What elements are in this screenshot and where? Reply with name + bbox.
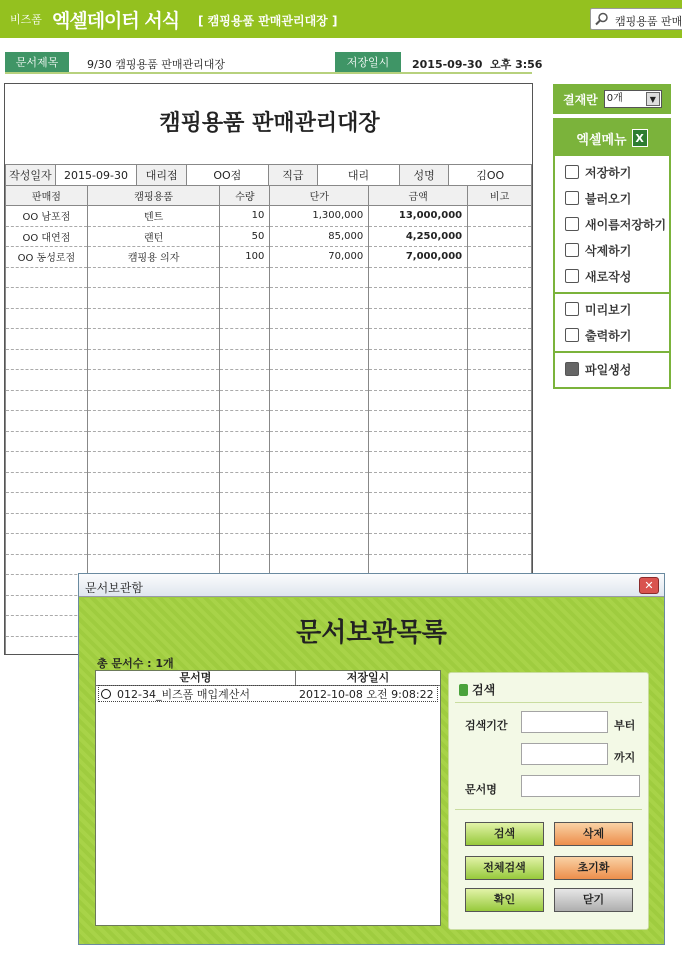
table-cell[interactable] xyxy=(220,288,270,309)
table-cell[interactable] xyxy=(468,390,532,411)
spreadsheet xyxy=(4,83,533,655)
meta-table xyxy=(5,164,532,186)
table-cell[interactable] xyxy=(468,554,532,575)
table-cell[interactable] xyxy=(270,534,369,555)
table-cell[interactable] xyxy=(220,349,270,370)
menu-open[interactable] xyxy=(555,185,669,211)
table-cell[interactable] xyxy=(6,493,88,514)
table-cell[interactable] xyxy=(369,349,468,370)
table-cell[interactable] xyxy=(369,308,468,329)
table-cell[interactable]: 7,000,000 xyxy=(369,247,468,268)
table-cell[interactable] xyxy=(6,288,88,309)
table-row xyxy=(6,452,532,473)
menu-delete[interactable] xyxy=(555,237,669,263)
table-cell[interactable]: 85,000 xyxy=(270,226,369,247)
table-cell[interactable] xyxy=(468,226,532,247)
table-cell[interactable] xyxy=(468,493,532,514)
sheet-heading: 캠핑용품 판매관리대장 xyxy=(159,111,380,136)
rank-value[interactable]: 대리 xyxy=(318,165,399,186)
table-cell[interactable] xyxy=(6,472,88,493)
ok-button[interactable]: 확인 xyxy=(465,888,544,912)
dialog-heading: 문서보관목록 xyxy=(296,618,447,648)
approval-label: 결재란 xyxy=(563,92,598,107)
table-cell[interactable] xyxy=(6,636,88,655)
table-cell[interactable] xyxy=(468,349,532,370)
list-item-date: 2012-10-08 오전 9:08:22 xyxy=(299,687,434,701)
table-cell[interactable] xyxy=(369,534,468,555)
list-header-date: 저장일시 xyxy=(346,671,390,684)
table-cell[interactable]: 1,300,000 xyxy=(270,206,369,227)
menu-print[interactable] xyxy=(555,322,669,348)
dialog-body xyxy=(79,598,664,944)
table-cell[interactable] xyxy=(6,349,88,370)
table-cell[interactable] xyxy=(220,534,270,555)
app-header xyxy=(0,0,682,38)
date-label: 작성일자 xyxy=(6,165,56,186)
menu-preview[interactable] xyxy=(555,296,669,322)
table-cell[interactable] xyxy=(270,349,369,370)
table-cell[interactable] xyxy=(6,411,88,432)
table-row xyxy=(6,308,532,329)
table-cell[interactable] xyxy=(220,472,270,493)
table-cell[interactable] xyxy=(87,534,220,555)
table-cell[interactable] xyxy=(220,370,270,391)
app-title: 엑셀데이터 서식 xyxy=(52,10,180,32)
saved-value: 2015-09-30 오후 3:56 xyxy=(412,58,543,71)
list-header-name: 문서명 xyxy=(96,671,296,685)
table-cell[interactable] xyxy=(6,329,88,350)
table-cell[interactable] xyxy=(270,493,369,514)
table-cell[interactable] xyxy=(270,554,369,575)
table-cell[interactable] xyxy=(87,329,220,350)
doc-title-value: 9/30 캠핑용품 판매관리대장 xyxy=(87,58,225,71)
menu-save[interactable] xyxy=(555,159,669,185)
col-header: 수량 xyxy=(220,186,270,206)
table-cell[interactable] xyxy=(87,288,220,309)
table-cell[interactable] xyxy=(87,411,220,432)
close-button[interactable]: ✕ xyxy=(639,577,659,594)
table-cell[interactable] xyxy=(87,349,220,370)
table-row xyxy=(6,472,532,493)
list-item-name: 012-34_비즈폼 매입계산서 xyxy=(117,687,250,701)
app-subtitle: [ 캠핑용품 판매관리대장 ] xyxy=(198,14,338,28)
agency-value[interactable]: OO점 xyxy=(187,165,269,186)
menu-label: 파일생성 xyxy=(585,362,632,377)
table-cell[interactable] xyxy=(468,308,532,329)
close-dialog-button[interactable]: 닫기 xyxy=(554,888,633,912)
table-cell[interactable] xyxy=(87,472,220,493)
print-icon xyxy=(565,328,579,342)
table-cell[interactable] xyxy=(6,370,88,391)
table-cell[interactable]: 텐트 xyxy=(87,206,220,227)
save-as-icon xyxy=(565,217,579,231)
table-cell[interactable] xyxy=(369,288,468,309)
table-cell[interactable]: 50 xyxy=(220,226,270,247)
table-cell[interactable] xyxy=(468,534,532,555)
docname-input[interactable] xyxy=(521,775,640,797)
table-cell[interactable] xyxy=(220,308,270,329)
table-cell[interactable] xyxy=(270,267,369,288)
table-row xyxy=(6,267,532,288)
menu-label: 출력하기 xyxy=(585,328,632,343)
reset-button[interactable]: 초기화 xyxy=(554,856,633,880)
table-cell[interactable] xyxy=(6,390,88,411)
table-row xyxy=(6,349,532,370)
docname-label: 문서명 xyxy=(465,783,497,796)
table-cell[interactable] xyxy=(220,411,270,432)
preview-icon xyxy=(565,302,579,316)
table-row xyxy=(6,431,532,452)
period-label: 검색기간 xyxy=(465,719,508,732)
table-cell[interactable]: 랜턴 xyxy=(87,226,220,247)
table-cell[interactable]: 캠핑용 의자 xyxy=(87,247,220,268)
search-panel-icon xyxy=(459,684,468,696)
open-icon xyxy=(565,191,579,205)
menu-save-as[interactable] xyxy=(555,211,669,237)
table-cell[interactable] xyxy=(270,472,369,493)
search-divider xyxy=(455,702,642,703)
table-cell[interactable] xyxy=(6,616,88,637)
table-cell[interactable] xyxy=(6,452,88,473)
table-cell[interactable] xyxy=(270,329,369,350)
table-cell[interactable] xyxy=(270,431,369,452)
table-cell[interactable] xyxy=(468,513,532,534)
menu-label: 삭제하기 xyxy=(585,243,632,258)
brand-logo: 비즈폼 xyxy=(10,13,42,26)
table-cell[interactable] xyxy=(6,595,88,616)
search-input[interactable] xyxy=(590,8,682,30)
delete-button[interactable]: 삭제 xyxy=(554,822,633,846)
document-count: 총 문서수 : 1개 xyxy=(97,657,174,670)
archive-dialog xyxy=(78,573,665,945)
table-row xyxy=(6,513,532,534)
table-cell[interactable] xyxy=(220,493,270,514)
table-row xyxy=(6,288,532,309)
divider xyxy=(5,72,532,74)
menu-header xyxy=(555,120,669,156)
table-cell[interactable] xyxy=(468,370,532,391)
table-cell[interactable] xyxy=(87,431,220,452)
table-cell[interactable] xyxy=(220,452,270,473)
table-cell[interactable] xyxy=(369,390,468,411)
table-cell[interactable] xyxy=(468,206,532,227)
table-cell[interactable] xyxy=(369,267,468,288)
table-cell[interactable]: 4,250,000 xyxy=(369,226,468,247)
table-cell[interactable]: OO 대연점 xyxy=(6,226,88,247)
list-item[interactable] xyxy=(98,685,438,702)
table-cell[interactable] xyxy=(6,534,88,555)
table-row xyxy=(6,206,532,227)
table-row xyxy=(6,554,532,575)
table-cell[interactable] xyxy=(468,288,532,309)
table-cell[interactable] xyxy=(270,308,369,329)
search-panel-title xyxy=(459,681,495,698)
search-all-button[interactable]: 전체검색 xyxy=(465,856,544,880)
chevron-down-icon: ▼ xyxy=(646,92,660,106)
menu-new[interactable] xyxy=(555,263,669,289)
rank-label: 직급 xyxy=(268,165,318,186)
table-cell[interactable] xyxy=(220,329,270,350)
to-label: 까지 xyxy=(614,751,636,764)
menu-label: 저장하기 xyxy=(585,165,632,180)
list-header xyxy=(96,671,440,686)
table-cell[interactable] xyxy=(220,554,270,575)
table-cell[interactable]: 13,000,000 xyxy=(369,206,468,227)
name-value[interactable]: 김OO xyxy=(449,165,532,186)
table-cell[interactable] xyxy=(87,370,220,391)
search-value: 캠핑용품 판매 xyxy=(615,15,682,28)
table-row xyxy=(6,493,532,514)
menu-label: 새이름저장하기 xyxy=(585,217,667,232)
radio-button[interactable] xyxy=(101,689,111,699)
table-cell[interactable] xyxy=(369,472,468,493)
search-panel xyxy=(448,672,649,930)
new-document-icon xyxy=(565,269,579,283)
table-row xyxy=(6,411,532,432)
col-header: 금액 xyxy=(369,186,468,206)
approval-value: 0개 xyxy=(606,93,623,104)
saved-label: 저장일시 xyxy=(335,52,401,73)
table-cell[interactable] xyxy=(468,472,532,493)
dialog-title: 문서보관함 xyxy=(85,581,143,595)
table-cell[interactable]: OO 남포점 xyxy=(6,206,88,227)
table-cell[interactable] xyxy=(220,513,270,534)
approval-box xyxy=(553,84,671,114)
table-cell[interactable] xyxy=(468,431,532,452)
period-from-input[interactable] xyxy=(521,711,608,733)
trash-icon xyxy=(565,243,579,257)
table-cell[interactable] xyxy=(369,329,468,350)
table-cell[interactable] xyxy=(369,452,468,473)
table-cell[interactable] xyxy=(87,452,220,473)
col-header: 판매점 xyxy=(6,186,88,206)
excel-menu xyxy=(553,118,671,389)
table-cell[interactable] xyxy=(270,452,369,473)
table-cell[interactable] xyxy=(369,513,468,534)
table-cell[interactable] xyxy=(6,267,88,288)
search-icon xyxy=(595,12,609,26)
from-label: 부터 xyxy=(614,719,636,732)
save-icon xyxy=(565,165,579,179)
menu-title: 엑셀메뉴 xyxy=(576,132,627,148)
table-cell[interactable]: OO 동성로점 xyxy=(6,247,88,268)
menu-label: 불러오기 xyxy=(585,191,632,206)
table-cell[interactable] xyxy=(270,390,369,411)
table-cell[interactable] xyxy=(87,513,220,534)
approval-select[interactable] xyxy=(604,90,662,108)
table-cell[interactable] xyxy=(468,411,532,432)
folder-icon xyxy=(565,362,579,376)
table-row xyxy=(6,226,532,247)
name-label: 성명 xyxy=(399,165,449,186)
search-title-text: 검색 xyxy=(472,683,496,697)
agency-label: 대리점 xyxy=(137,165,187,186)
table-cell[interactable] xyxy=(220,267,270,288)
menu-label: 새로작성 xyxy=(585,269,632,284)
search-button[interactable]: 검색 xyxy=(465,822,544,846)
period-to-input[interactable] xyxy=(521,743,608,765)
table-cell[interactable] xyxy=(270,370,369,391)
table-row xyxy=(6,329,532,350)
table-cell[interactable] xyxy=(6,431,88,452)
table-cell[interactable] xyxy=(369,370,468,391)
table-cell[interactable]: 100 xyxy=(220,247,270,268)
table-cell[interactable] xyxy=(6,513,88,534)
table-cell[interactable] xyxy=(6,554,88,575)
menu-create-file[interactable] xyxy=(555,356,669,382)
table-cell[interactable] xyxy=(468,452,532,473)
table-row xyxy=(6,534,532,555)
table-cell[interactable] xyxy=(369,411,468,432)
table-cell[interactable] xyxy=(369,431,468,452)
table-row xyxy=(6,390,532,411)
table-row xyxy=(6,370,532,391)
table-cell[interactable] xyxy=(87,493,220,514)
table-cell[interactable] xyxy=(6,308,88,329)
table-cell[interactable] xyxy=(270,411,369,432)
document-list[interactable] xyxy=(95,670,441,926)
table-cell[interactable] xyxy=(468,247,532,268)
col-header: 단가 xyxy=(270,186,369,206)
table-cell[interactable] xyxy=(220,431,270,452)
table-cell[interactable] xyxy=(87,390,220,411)
table-cell[interactable] xyxy=(369,493,468,514)
table-cell[interactable] xyxy=(6,575,88,596)
table-cell[interactable] xyxy=(220,390,270,411)
table-cell[interactable] xyxy=(369,554,468,575)
menu-label: 미리보기 xyxy=(585,302,632,317)
col-header: 비고 xyxy=(468,186,532,206)
table-cell[interactable]: 70,000 xyxy=(270,247,369,268)
excel-icon: X xyxy=(632,129,648,147)
dialog-titlebar xyxy=(79,574,664,597)
table-cell[interactable] xyxy=(270,288,369,309)
search-divider xyxy=(455,809,642,810)
table-row xyxy=(6,247,532,268)
col-header: 캠핑용품 xyxy=(87,186,220,206)
table-cell[interactable] xyxy=(270,513,369,534)
doc-title-label: 문서제목 xyxy=(5,52,69,73)
table-cell[interactable] xyxy=(468,329,532,350)
table-cell[interactable] xyxy=(87,267,220,288)
table-cell[interactable] xyxy=(87,308,220,329)
date-value[interactable]: 2015-09-30 xyxy=(55,165,137,186)
table-cell[interactable]: 10 xyxy=(220,206,270,227)
table-cell[interactable] xyxy=(87,554,220,575)
table-cell[interactable] xyxy=(468,267,532,288)
